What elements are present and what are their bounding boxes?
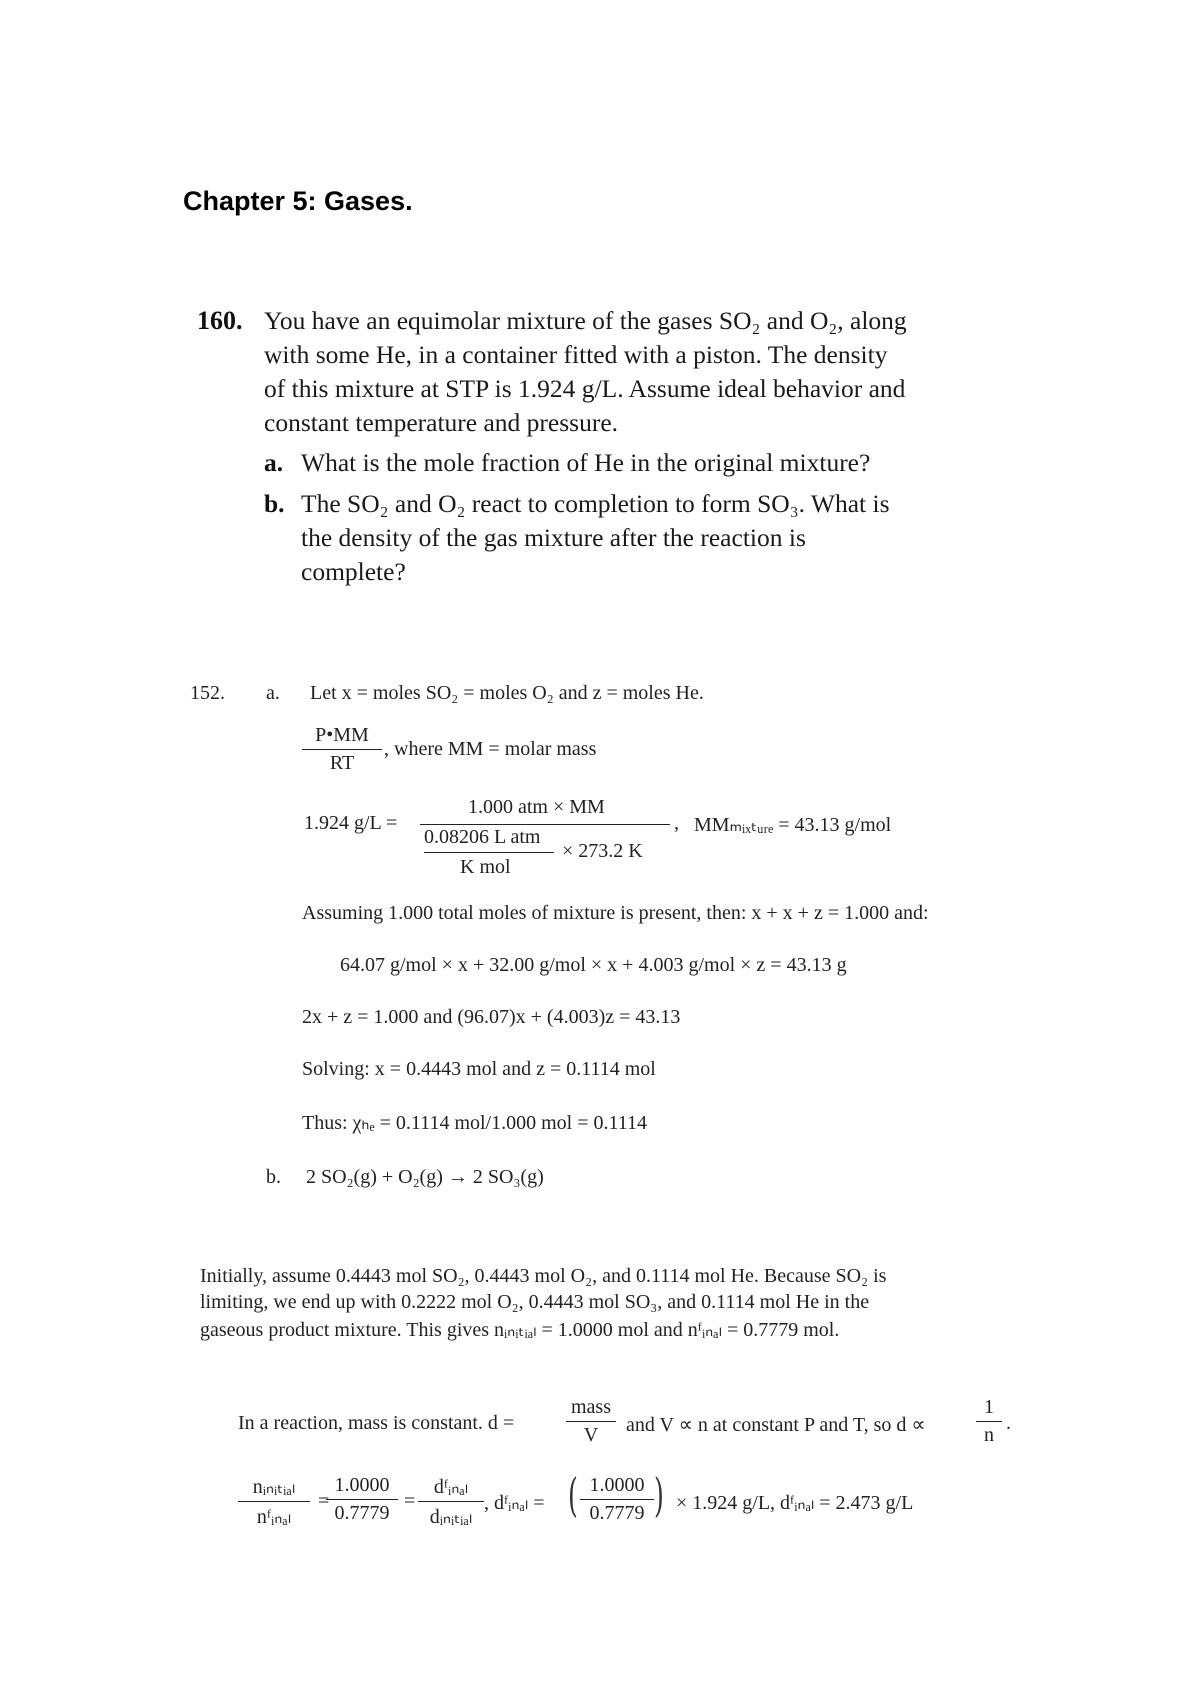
equation-fraction-bar — [420, 824, 670, 825]
fraction-numerator: 1.0000 — [589, 1474, 645, 1496]
solution-part-b-label: b. — [266, 1166, 281, 1188]
solution-number: 152. — [190, 682, 225, 704]
fraction-denominator: n — [984, 1424, 994, 1446]
system-line: 2x + z = 1.000 and (96.07)x + (4.003)z = 43.13 — [302, 1006, 681, 1028]
one-over-n-fraction — [976, 1396, 1002, 1447]
fraction-denominator: 0.7779 — [334, 1502, 390, 1524]
right-paren: ) — [654, 1468, 664, 1522]
density-formula-fraction — [302, 724, 382, 775]
fraction-bar — [566, 1421, 616, 1422]
let-line: Let x = moles SO₂ = moles O₂ and z = moles He. — [310, 682, 704, 704]
density-ratio-fraction — [418, 1474, 484, 1529]
problem-line: You have an equimolar mixture of the gases SO₂ and O₂, along — [264, 306, 907, 335]
part-a-text: What is the mole fraction of He in the original mixture? — [301, 448, 871, 477]
units-fraction-bar — [424, 852, 554, 853]
mole-fraction-line: Thus: χₕₑ = 0.1114 mol/1.000 mol = 0.1114 — [302, 1112, 648, 1134]
equation-lhs: 1.924 g/L = — [304, 812, 398, 834]
part-b-line: the density of the gas mixture after the reaction is — [301, 523, 806, 552]
fraction-denominator: dᵢₙᵢₜᵢₐₗ — [429, 1506, 473, 1528]
part-b-line: complete? — [301, 557, 406, 586]
problem-line: of this mixture at STP is 1.924 g/L. Assume ideal behavior and — [264, 374, 906, 403]
solution-part-a-label: a. — [266, 682, 280, 704]
problem-line: constant temperature and pressure. — [264, 408, 619, 437]
problem-number: 160. — [197, 306, 243, 335]
fraction-denominator: 0.7779 — [589, 1502, 645, 1524]
equation-numerator: 1.000 atm × MM — [468, 796, 605, 818]
discussion-line: limiting, we end up with 0.2222 mol O₂, 0.4443 mol SO₃, and 0.1114 mol He in the — [200, 1291, 870, 1313]
n-ratio-fraction — [238, 1474, 310, 1529]
equals-sign: = — [318, 1490, 330, 1512]
fraction-bar — [976, 1421, 1002, 1422]
density-relation-middle: and V ∝ n at constant P and T, so d ∝ — [626, 1414, 926, 1436]
mass-line: 64.07 g/mol × x + 32.00 g/mol × x + 4.003 g/mol × z = 43.13 g — [340, 954, 847, 976]
fraction-bar — [580, 1499, 654, 1500]
reaction-equation: 2 SO₂(g) + O₂(g) → 2 SO₃(g) — [306, 1166, 544, 1188]
bracketed-ratio-fraction — [580, 1474, 654, 1525]
discussion-line: Initially, assume 0.4443 mol SO₂, 0.4443 mol O₂, and 0.1114 mol He. Because SO₂ is — [200, 1265, 887, 1287]
fraction-numerator: 1 — [984, 1396, 994, 1418]
assume-line: Assuming 1.000 total moles of mixture is present, then: x + x + z = 1.000 and: — [302, 902, 929, 924]
part-a-label: a. — [264, 448, 284, 477]
numeric-ratio-fraction — [326, 1474, 398, 1525]
discussion-line: gaseous product mixture. This gives nᵢₙᵢₜᵢₐₗ = 1.0000 mol and nᶠᵢₙₐₗ = 0.7779 mol. — [200, 1319, 840, 1341]
fraction-numerator: 1.0000 — [334, 1474, 390, 1496]
fraction-denominator: nᶠᵢₙₐₗ — [256, 1506, 292, 1528]
problem-line: with some He, in a container fitted with a piston. The density — [264, 340, 888, 369]
fraction-denominator: V — [583, 1424, 599, 1446]
molar-mass-note: , where MM = molar mass — [384, 738, 597, 760]
page-title: Chapter 5: Gases. — [183, 186, 413, 216]
molar-mass-result: MMₘᵢₓₜᵤᵣₑ = 43.13 g/mol — [694, 814, 892, 836]
mass-over-volume-fraction — [566, 1396, 616, 1447]
fraction-bar — [418, 1501, 484, 1502]
left-paren: ( — [568, 1468, 578, 1522]
final-density-label: , dᶠᵢₙₐₗ = — [484, 1492, 545, 1514]
fraction-bar — [238, 1501, 310, 1502]
density-relation-prefix: In a reaction, mass is constant. d = — [238, 1412, 515, 1434]
equation-denominator-units: 0.08206 L atm — [424, 826, 541, 848]
final-density-result: × 1.924 g/L, dᶠᵢₙₐₗ = 2.473 g/L — [676, 1492, 914, 1514]
fraction-denominator: RT — [329, 752, 355, 774]
fraction-numerator: nᵢₙᵢₜᵢₐₗ — [252, 1476, 296, 1498]
part-b-line: The SO₂ and O₂ react to completion to form SO₃. What is — [301, 489, 890, 518]
equation-denominator-units-bottom: K mol — [460, 856, 511, 878]
fraction-numerator: P•MM — [315, 724, 369, 746]
solving-line: Solving: x = 0.4443 mol and z = 0.1114 mol — [302, 1058, 656, 1080]
fraction-bar — [302, 749, 382, 750]
equation-temperature: × 273.2 K — [562, 840, 643, 862]
fraction-numerator: mass — [571, 1396, 611, 1418]
equals-sign: = — [404, 1490, 416, 1512]
fraction-bar — [326, 1499, 398, 1500]
part-b-label: b. — [264, 489, 285, 518]
equation-comma: , — [674, 812, 679, 834]
density-relation-suffix: . — [1006, 1412, 1011, 1434]
fraction-numerator: dᶠᵢₙₐₗ — [433, 1476, 469, 1498]
